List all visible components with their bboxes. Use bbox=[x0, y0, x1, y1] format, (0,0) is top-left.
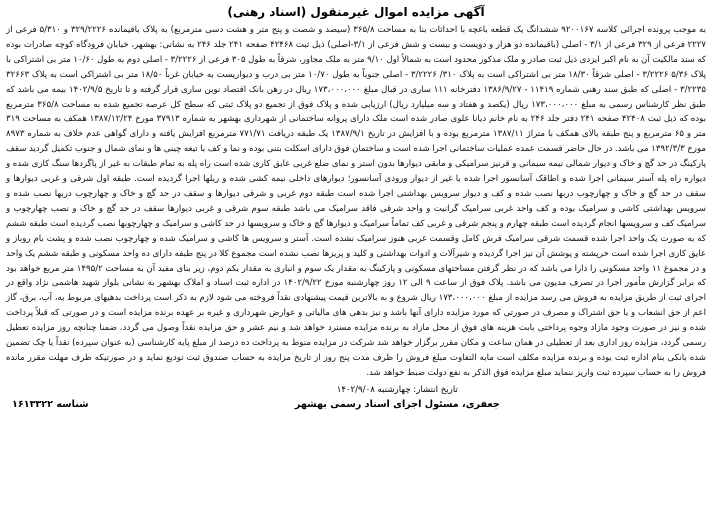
signature-block bbox=[89, 383, 706, 412]
notice-id-number: ۱۶۱۳۳۲۲ bbox=[12, 398, 53, 410]
notice-id bbox=[6, 397, 89, 412]
notice-title: آگهی مزایده اموال غیرمنقول (اسناد رهنی) bbox=[227, 5, 485, 19]
notice-id-label: شناسه bbox=[56, 398, 89, 410]
notice-footer bbox=[6, 383, 706, 412]
notice-body: به موجب پرونده اجرائی کلاسه ۹۲۰۰۱۶۷ ششدانگ یک قطعه باغچه با احداثات بنا به مساحت ۳۶۵/۸ (سیصد و شصت و پنج متر و هشت دسی مترمربع) به پلاک باقیمانده ۳۲۹/۲۲۲۶ و ۵/۳۱۰ فرعی از ۲۲۲۷ فرعی از ۳۲۹ فرعی از ۳/۱ - اصلی (باقیمانده دو هزار و دویست و بیست و شش فرعی از ۳/۱-اصلی) ذیل ثبت ۴۲۴۶۸ صفحه ۲۴۱ جلد ۲۴۶ به نشانی: بهشهر، خیابان فرودگاه کوچه صادرات بوده که سند مالکیت آن به نام اکبر ایزدی ذیل ثبت صادر و ملک مذکور محدود است به شمالاً اول ۹/۱۰ متر به ملک مجاور، شرقاً به طول ۳۰۵ فرعی از ۳/۲۲۲۶ - اصلی دوم به طول ۱۰/۶۰ متر بی اشتراکی با پلاک ۵/۳۶ ۳/۲۲۲۶ - اصلی شرقاً ۱۸/۳۰ متر بی اشتراکی است به پلاک ۳۱۰/ ۳/۲۲۲۶ - اصلی جنوباً به طول ۱۰/۷۰ متر بی درب و دیواریست به خیابان غرباً ۱۸/۵۰ متر بی اشتراکی است به پلاک ۳۲۶۶۳ ۳/۲۲۳۵ - اصلی که طبق سند رهنی شماره ۱۱۴۱۹ - ۱۳۸۶/۹/۲۷ دفترخانه ۱۱۱ ساری در قبال مبلغ ۱۷۳،۰۰۰،۰۰۰ ریال در رهن بانک اقتصاد نوین ساری قرار گرفته و تا تاریخ ۱۴۰۲/۹/۵ بیمه می باشد که طبق نظر کارشناس رسمی به مبلغ ۱۷۳،۰۰۰،۰۰۰ ریال (یکصد و هفتاد و سه میلیارد ریال) ارزیابی شده و پلاک فوق از تجمیع دو پلاک ثبتی که سطح کل عرصه تجمیع شده به مساحت ۳۶۵/۸ مترمربع بوده که ذیل ثبت ۴۲۴۰۸ صفحه ۲۴۱ دفتر جلد ۲۴۶ به نام خانم دیانا علوی صادر شده است ملک دارای پروانه ساختمانی از شهرداری بهشهر به شماره ۳۷۹۱۳ مورخ ۱۳۸۷/۱۲/۲۴ همکف به مساحت ۳۱۹ متر و ۶۵ مترمربع و پنج طبقه بالای همکف با متراژ ۱۳۸۷/۱۱ مترمربع بوده و با افزایش در تاریخ ۱۳۸۷/۹/۱ یک طبقه دریافت ۷۷۱/۷۱ مترمربع افزایش یافته و دارای گواهی عدم خلاف به شماره ۸۹۷۳ مورخ ۱۳۹۲/۳/۳ می باشد. در حال حاضر قسمت عمده عملیات ساختمانی اجرا شده است و ساختمان فوق دارای اسکلت بتنی بوده و نما و کف با تیغه چینی ها و نمای شمال و جنوب تکمیل گردید سقف پارکینگ در حد گچ و خاک و دیوار شمالی نیمه سیمانی و قرنیز سرامیکی و مابقی دیوارها بدون استر و نمای ضلع غربی عایق کاری شده است راه پله به تمام طبقات به غیر از پاگردها سنگ کاری شده و دیواره راه پله آستر سیمانی اجرا شده و اطاقک آسانسور اجرا شده با غیر از دیوار ورودی آسانسور؛ دیوارهای داخلی نیمه کشی شده و ریلها اجرا گردیده است. طبقه اول شرقی و غربی دیوارها و سقف در حد گچ و خاک و چهارچوب دربها نصب شده و کف و دیوار سرویس بهداشتی اجرا شده است طبقه دوم غربی و شرقی دیوارها و سقف در حد گچ و خاک و چهارچوب دربها نصب شده و سرویس بهداشتی کاشی و سرامیک بوده و کف واحد غربی سرامیک گرانیت و واحد شرقی فاقد سرامیک می باشد طبقه سوم شرقی و غربی دیوارها سقف در حد گچ و خاک و نصب چهارچوب و سرامیک کف و سرویسها انجام گردیده است طبقه چهارم و پنجم شرقی و غربی کف تماماً سرامیک و دیوارها گچ و خاک و سرویسها در حد کاشی و سرامیک و چهارچوبها نصب گردیده است طبقه ششم که به صورت یک واحد اجرا شده قسمت شرقی سرامیک فرش کامل وقسمت غربی هنوز سرامیک نشده است. آستر و سرویس ها کاشی و سرامیک شده و چهارچوب نصب شده و پشت بام روباز و عایق کاری اجرا شده است خرپشته و پوشش آن نیز اجرا گردیده و شیرآلات و ادوات بهداشتی و کلید و پریزها نصب نشده است مجموع کلا در پنج طبقه دارای ده واحد مسکونی و طبقه ششم یک واحد و در مجموع ۱۱ واحد مسکونی را دارا می باشد که در نظر گرفتن مساحتهای مسکونی و پارکینگ به مقدار یک سوم و انباری به مقدار یکم دوم، زیر بنای مفید آن به مساحت ۱۴۹۵/۲ متر مربع خواهد بود که برابر گزارش مأمور اجرا در تصرف مدیون می باشد. پلاک فوق از ساعت ۹ الی ۱۲ روز چهارشنبه مورخ ۱۴۰۲/۹/۲۲ در اداره ثبت اسناد و املاک بهشهر به نشانی بلوار شهید هاشمی نژاد واقع در اجرای ثبت از طریق مزایده به فروش می رسد مزایده از مبلغ ۱۷۳،۰۰۰،۰۰۰ ریال شروع و به بالاترین قیمت پیشنهادی نقداً فروخته می شود لازم به ذکر است پرداخت بدهیهای مربوط به، آب، برق، گاز اعم از حق انشعاب و یا حق اشتراک و مصرف در صورتی که مورد مزایده دارای آنها باشد و نیز بدهی های مالیاتی و عوارض شهرداری و غیره بر عهده برنده مزایده است و در صورتی که قبلاً پرداخت شده و نیز در صورت وجود مازاد وجوه پرداختی بابت هزینه های فوق از محل مازاد به برنده مزایده مسترد خواهد شد و نیم عشر و حق مزایده نقداً وصول می گردد. ضمنا چنانچه روز مزایده تعطیل رسمی گردد، مزایده روز اداری بعد از تعطیلی در همان ساعت و مکان مقرر برگزار خواهد شد شرکت در مزایده منوط به پرداخت ده درصد از مبلغ پایه کارشناسی (به عنوان سپرده) نقداً یا چک تضمین شده بانکی بنام اداره ثبت بوده و برنده مزایده مکلف است مابه التفاوت مبلغ فروش را ظرف مدت پنج روز از تاریخ مزایده به حساب صندوق ثبت تودیع نماید و در صورتیکه ظرف مهلت مقرر مانده فروش را به حساب سپرده ثبت واریز ننماید مبلغ مزایده فوق الذکر به نفع دولت ضبط خواهد شد. bbox=[6, 25, 706, 378]
signer-name: جعفری، مسئول اجرای اسناد رسمی بهشهر bbox=[294, 398, 500, 410]
publish-date: تاریخ انتشار: چهارشنبه ۱۴۰۲/۹/۰۸ bbox=[336, 384, 458, 395]
